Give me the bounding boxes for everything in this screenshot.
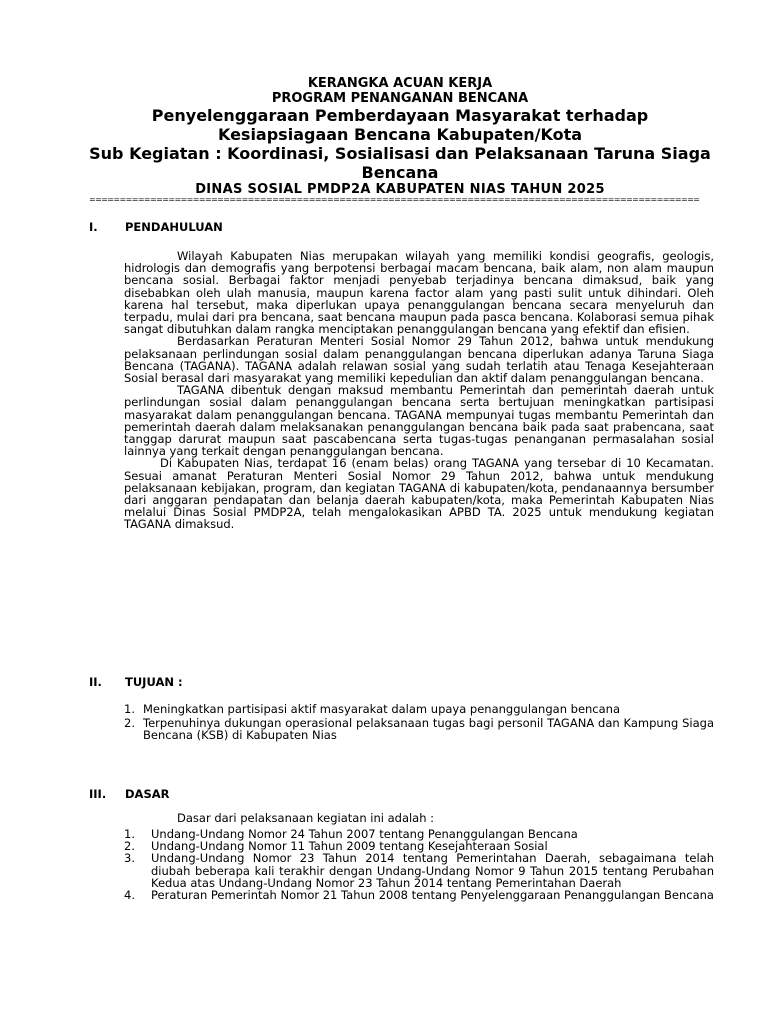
- section-1-paragraph-1: Wilayah Kabupaten Nias merupakan wilayah yang memiliki kondisi geografis, geologis, hidrologis dan demografis yang berpotensi berbagai macam bencana, baik alam, non alam maupun bencana sosial. Berbagai faktor menjadi penyebab terjadinya bencana dimaksud, baik yang disebabkan oleh ulah manusia, maupun karena factor alam yang pasti sulit untuk dihindari. Oleh karena hal tersebut, maka diperlukan upaya penanggulangan bencana secara menyeluruh dan terpadu, mulai dari pra bencana, saat bencana maupun pada pasca bencana. Kolaborasi semua pihak sangat dibutuhkan dalam rangka menciptakan penanggulangan bencana yang efektif dan efisien.: [124, 249, 714, 337]
- doc-agency-line: DINAS SOSIAL PMDP2A KABUPATEN NIAS TAHUN 2025: [195, 182, 605, 197]
- section-1-paragraph-4: Di Kabupaten Nias, terdapat 16 (enam belas) orang TAGANA yang tersebar di 10 Kecamatan. Sesuai amanat Peraturan Menteri Sosial Nomor 29 Tahun 2012, bahwa untuk mendukung pelaksanaan kebijakan, program, dan kegiatan TAGANA di kabupaten/kota, pendanaannya bersumber dari anggaran pendapatan dan belanja daerah kabupaten/kota, maka Pemerintah Kabupaten Nias melalui Dinas Sosial PMDP2A, telah mengalokasikan APBD TA. 2025 untuk mendukung kegiatan TAGANA dimaksud.: [124, 456, 714, 532]
- basis-1-text: Undang-Undang Nomor 24 Tahun 2007 tentang Penanggulangan Bencana: [151, 827, 578, 841]
- section-3-body: [124, 828, 714, 901]
- section-1-heading: [89, 220, 223, 234]
- doc-title-line-4: Sub Kegiatan : Koordinasi, Sosialisasi dan Pelaksanaan Taruna Siaga Bencana: [89, 144, 711, 182]
- section-3-heading: [89, 787, 169, 801]
- list-item: [124, 889, 714, 901]
- goal-1-number: 1.: [124, 702, 135, 716]
- section-1-title: PENDAHULUAN: [125, 220, 223, 234]
- basis-4-number: 4.: [124, 888, 135, 903]
- separator-line: ====================================================================================================: [89, 195, 700, 204]
- list-item: [124, 852, 714, 889]
- list-item: [124, 717, 714, 741]
- section-3-number: III.: [89, 787, 107, 801]
- doc-title-line-3: Penyelenggaraan Pemberdayaan Masyarakat terhadap Kesiapsiagaan Bencana Kabupaten/Kota: [151, 106, 649, 144]
- goal-2-number: 2.: [124, 716, 135, 731]
- section-1-number: I.: [89, 220, 98, 234]
- basis-3-number: 3.: [124, 851, 135, 866]
- goal-1-text: Meningkatkan partisipasi aktif masyarakat dalam upaya penanggulangan bencana: [143, 702, 621, 716]
- basis-1-number: 1.: [124, 827, 135, 841]
- section-3-intro: Dasar dari pelaksanaan kegiatan ini adalah :: [177, 811, 435, 825]
- goal-2-text: Terpenuhinya dukungan operasional pelaksanaan tugas bagi personil TAGANA dan Kampung Siaga Bencana (KSB) di Kabupaten Nias: [143, 716, 714, 743]
- section-2-number: II.: [89, 675, 102, 689]
- section-2-title: TUJUAN :: [125, 675, 183, 689]
- basis-2-text: Undang-Undang Nomor 11 Tahun 2009 tentang Kesejahteraan Sosial: [151, 839, 548, 854]
- section-1-body: [124, 250, 714, 531]
- doc-title-line-2: PROGRAM PENANGANAN BENCANA: [271, 91, 529, 106]
- section-1-paragraph-2: Berdasarkan Peraturan Menteri Sosial Nomor 29 Tahun 2012, bahwa untuk mendukung pelaksanaan perlindungan sosial dalam penanggulangan bencana diperlukan adanya Taruna Siaga Bencana (TAGANA). TAGANA adalah relawan sosial yang sudah terlatih atau Tenaga Kesejahteraan Sosial berasal dari masyarakat yang memiliki kepedulian dan aktif dalam penanggulangan bencana.: [124, 334, 714, 386]
- basis-4-text: Peraturan Pemerintah Nomor 21 Tahun 2008 tentang Penyelenggaraan Penanggulangan Bencana: [151, 888, 714, 903]
- basis-2-number: 2.: [124, 839, 135, 854]
- basis-list: [124, 828, 714, 901]
- doc-title-line-1: KERANGKA ACUAN KERJA: [307, 76, 493, 91]
- section-3-title: DASAR: [125, 787, 170, 801]
- section-2-heading: [89, 675, 183, 689]
- document-title-block: [84, 76, 716, 198]
- goals-list: [124, 703, 714, 742]
- section-1-paragraph-3: TAGANA dibentuk dengan maksud membantu Pemerintah dan pemerintah daerah untuk perlindungan sosial dalam penanggulangan bencana serta bertujuan meningkatkan partisipasi masyarakat dalam penanggulangan bencana. TAGANA mempunyai tugas membantu Pemerintah dan pemerintah daerah dalam melaksanakan penanggulangan bencana baik pada saat prabencana, saat tanggap darurat maupun saat pascabencana serta tugas-tugas penanganan permasalahan sosial lainnya yang terkait dengan penanggulangan bencana.: [124, 383, 714, 459]
- basis-3-text: Undang-Undang Nomor 23 Tahun 2014 tentang Pemerintahan Daerah, sebagaimana telah diubah beberapa kali terakhir dengan Undang-Undang Nomor 9 Tahun 2015 tentang Perubahan Kedua atas Undang-Undang Nomor 23 Tahun 2014 tentang Pemerintahan Daerah: [151, 851, 714, 890]
- section-2-body: [124, 703, 714, 744]
- list-item: [124, 703, 714, 715]
